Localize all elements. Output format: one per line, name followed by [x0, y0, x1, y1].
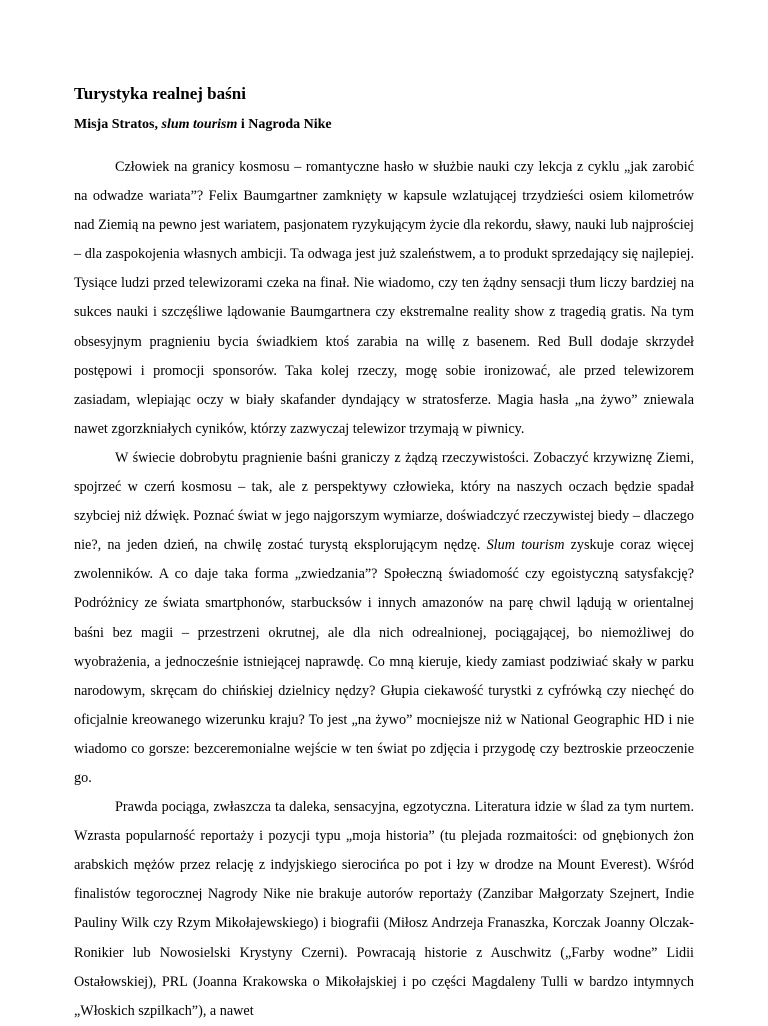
paragraph-2-italic: Slum tourism	[486, 537, 565, 554]
document-title: Turystyka realnej baśni	[74, 84, 246, 103]
article-body	[74, 153, 694, 1026]
document-subtitle	[74, 115, 694, 135]
paragraph-2-part1: W świecie dobrobytu pragnienie baśni graniczy z żądzą rzeczywistości. Zobaczyć krzywiznę Ziemi, spojrzeć w czerń kosmosu – tak, ale z perspektywy człowieka, który na naszych oczach będzie spadał szybciej niż dźwięk. Poznać świat w jego najgorszym wymiarze, doświadczyć rzeczywistej biedy – dlaczego nie?, na jeden dzień, na chwilę zostać turystą eksplorującym nędzę.	[74, 449, 694, 554]
paragraph-3: Prawda pociąga, zwłaszcza ta daleka, sensacyjna, egzotyczna. Literatura idzie w ślad za tym nurtem. Wzrasta popularność reportaży i pozycji typu „moja historia” (tu plejada rozmaitości: od gnębionych żon arabskich mężów przez relację z indyjskiego sierocińca po pot i łzy w drodze na Mount Everest). Wśród finalistów tegorocznej Nagrody Nike nie brakuje autorów reportaży (Zanzibar Małgorzaty Szejnert, Indie Pauliny Wilk czy Rzym Mikołajewskiego) i biografii (Miłosz Andrzeja Franaszka, Korczak Joanny Olczak-Ronikier lub Nowosielski Krystyny Czerni). Powracają historie z Auschwitz („Farby wodne” Lidii Ostałowskiej), PRL (Joanna Krakowska o Mikołajskiej i po części Magdaleny Tulli w bardzo intymnych „Włoskich szpilkach”), a nawet	[74, 799, 694, 1019]
paragraph-1: Człowiek na granicy kosmosu – romantyczne hasło w służbie nauki czy lekcja z cyklu „jak zarobić na odwadze wariata”? Felix Baumgartner zamknięty w kapsule wzlatującej trzydzieści osiem kilometrów nad Ziemią na pewno jest wariatem, pasjonatem ryzykującym życie dla rekordu, sławy, nauki lub najprościej – dla zaspokojenia własnych ambicji. Ta odwaga jest już szaleństwem, a to produkt sprzedający się najlepiej. Tysiące ludzi przed telewizorami czeka na finał. Nie wiadomo, czy ten żądny sensacji tłum liczy bardziej na sukces nauki i szczęśliwe lądowanie Baumgartnera czy ekstremalne reality show z tragedią gratis. Na tym obsesyjnym pragnieniu bycia świadkiem ktoś zarabia na willę z basenem. Red Bull dodaje skrzydeł postępowi i promocji sponsorów. Taka kolej rzeczy, mogę sobie ironizować, ale przed telewizorem zasiadam, wlepiając oczy w biały skafander dyndający w stratosferze. Magia hasła „na żywo” zniewala nawet zgorzkniałych cyników, którzy zazwyczaj telewizor trzymają w piwnicy.	[74, 159, 694, 437]
paragraph-2-part2: zyskuje coraz więcej zwolenników. A co daje taka forma „zwiedzania”? Społeczną świadomość czy egoistyczną satysfakcję? Podróżnicy ze świata smartphonów, starbucksów i innych amazonów na parę chwil lądują w orientalnej baśni bez magii – przestrzeni okrutnej, ale dla nich odrealnionej, pociągającej, bo niemożliwej do wyobrażenia, a jednocześnie istniejącej naprawdę. Co mną kieruje, kiedy zamiast podziwiać skały w parku narodowym, skręcam do chińskiej dzielnicy nędzy? Głupia ciekawość turystki z cyfrówką czy niechęć do oficjalnie kreowanego wizerunku kraju? To jest „na żywo” mocniejsze niż w National Geographic HD i nie wiadomo co gorsze: bezceremonialne wejście w ten świat po zdjęcia i przygodę czy beztroskie przeoczenie go.	[74, 537, 695, 786]
subtitle-italic: slum tourism	[161, 117, 238, 132]
subtitle-part3: i Nagroda Nike	[237, 117, 332, 132]
paragraph-2	[74, 444, 694, 793]
subtitle-part1: Misja Stratos,	[74, 117, 162, 132]
